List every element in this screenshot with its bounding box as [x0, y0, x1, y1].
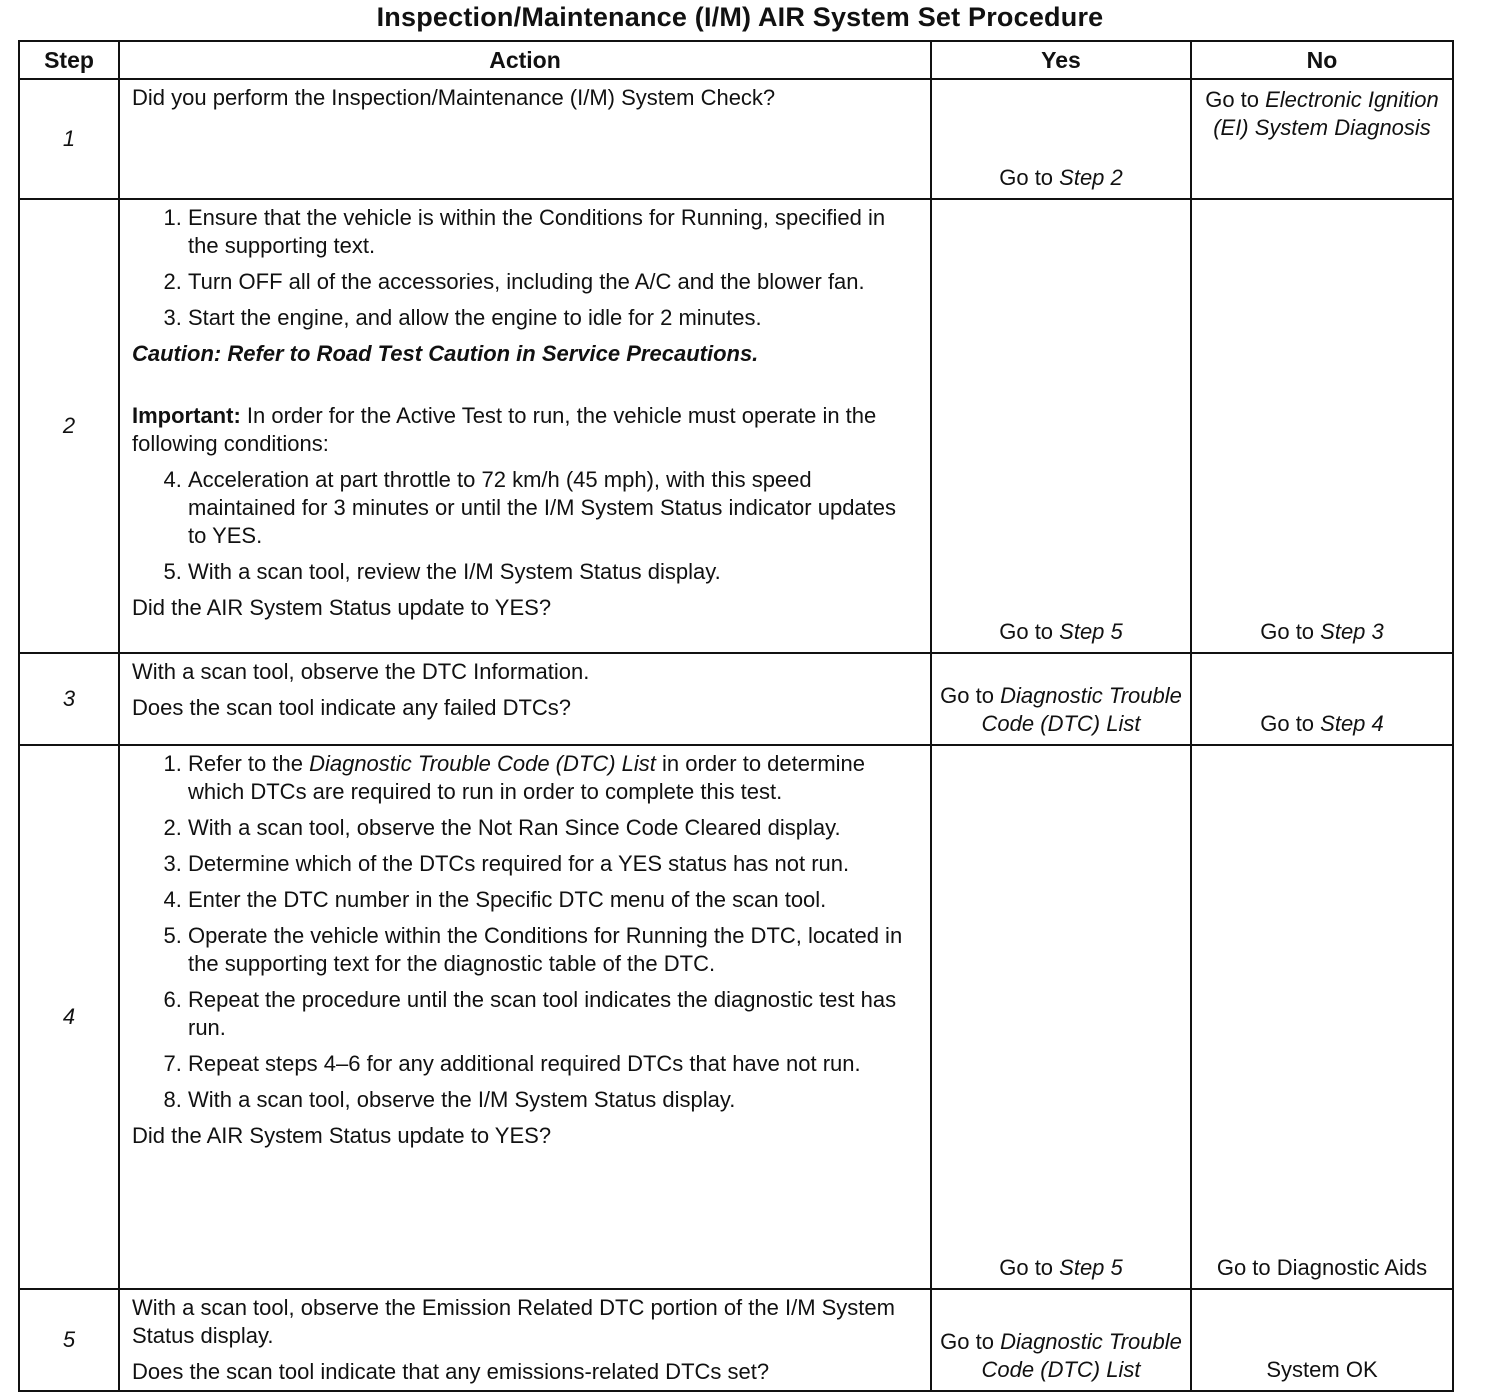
list-item: 7. Repeat steps 4–6 for any additional required DTCs that have not run.	[188, 1050, 920, 1078]
list-item: 8. With a scan tool, observe the I/M System Status display.	[188, 1086, 920, 1114]
no-prefix: Go to	[1260, 711, 1321, 736]
yes-cell	[931, 653, 1191, 745]
list-item: 1. Ensure that the vehicle is within the Conditions for Running, specified in the supporting text.	[188, 204, 920, 260]
yes-prefix: Go to	[999, 165, 1060, 190]
yes-prefix: Go to	[940, 683, 1001, 708]
table-row-step-1	[19, 79, 1453, 199]
item-prefix: Refer to the	[188, 751, 310, 776]
no-cell	[1191, 79, 1453, 199]
list-item: 4. Enter the DTC number in the Specific DTC menu of the scan tool.	[188, 886, 920, 914]
list-item: 5. With a scan tool, review the I/M System Status display.	[188, 558, 920, 586]
header-action: Action	[119, 41, 931, 79]
action-cell	[119, 199, 931, 653]
action-cell	[119, 79, 931, 199]
page-title: Inspection/Maintenance (I/M) AIR System Set Procedure	[376, 2, 1104, 32]
caution-note: Caution: Refer to Road Test Caution in Service Precautions.	[132, 341, 759, 366]
yes-prefix: Go to	[999, 1255, 1060, 1280]
important-text: In order for the Active Test to run, the vehicle must operate in the following conditions:	[132, 403, 877, 456]
no-prefix: Go to	[1260, 619, 1321, 644]
no-text: System OK	[1266, 1357, 1378, 1382]
no-link[interactable]: Electronic Ignition (EI) System Diagnosis	[1213, 87, 1439, 140]
table-row-step-5	[19, 1289, 1453, 1391]
step-question: Did the AIR System Status update to YES?	[132, 1123, 552, 1148]
item-suffix: in order to determine which DTCs are required to run in order to complete this test.	[188, 751, 866, 804]
header-no: No	[1191, 41, 1453, 79]
step-text: With a scan tool, observe the DTC Information.	[132, 659, 590, 684]
action-cell	[119, 745, 931, 1289]
no-cell	[1191, 199, 1453, 653]
yes-prefix: Go to	[999, 619, 1060, 644]
procedure-table	[18, 40, 1454, 1392]
step-question: Did you perform the Inspection/Maintenance (I/M) System Check?	[132, 85, 776, 110]
yes-link[interactable]: Diagnostic Trouble Code (DTC) List	[981, 683, 1182, 736]
yes-cell	[931, 745, 1191, 1289]
no-cell	[1191, 745, 1453, 1289]
yes-link[interactable]: Diagnostic Trouble Code (DTC) List	[981, 1329, 1182, 1382]
action-cell	[119, 1289, 931, 1391]
list-item: 3. Determine which of the DTCs required for a YES status has not run.	[188, 850, 920, 878]
step-number: 1	[19, 79, 119, 199]
no-prefix: Go to	[1205, 87, 1266, 112]
list-item: 3. Start the engine, and allow the engine to idle for 2 minutes.	[188, 304, 920, 332]
no-link[interactable]: Step 4	[1320, 711, 1384, 736]
list-item: 5. Operate the vehicle within the Conditions for Running the DTC, located in the supporting text for the diagnostic table of the DTC.	[188, 922, 920, 978]
header-yes: Yes	[931, 41, 1191, 79]
dtc-list-link[interactable]: Diagnostic Trouble Code (DTC) List	[309, 751, 656, 776]
yes-link[interactable]: Step 5	[1059, 619, 1123, 644]
list-item: 4. Acceleration at part throttle to 72 km/h (45 mph), with this speed maintained for 3 minutes or until the I/M System Status indicator updates to YES.	[188, 466, 920, 550]
yes-prefix: Go to	[940, 1329, 1001, 1354]
step-question: Does the scan tool indicate any failed DTCs?	[132, 695, 572, 720]
step-question: Does the scan tool indicate that any emissions-related DTCs set?	[132, 1359, 770, 1384]
table-row-step-2	[19, 199, 1453, 653]
list-item: 2. Turn OFF all of the accessories, including the A/C and the blower fan.	[188, 268, 920, 296]
important-note	[132, 402, 920, 458]
no-cell	[1191, 653, 1453, 745]
action-cell	[119, 653, 931, 745]
step-text: With a scan tool, observe the Emission Related DTC portion of the I/M System Status display.	[132, 1295, 895, 1348]
list-item: 6. Repeat the procedure until the scan tool indicates the diagnostic test has run.	[188, 986, 920, 1042]
no-text[interactable]: Go to Diagnostic Aids	[1216, 1255, 1428, 1280]
list-item: 2. With a scan tool, observe the Not Ran Since Code Cleared display.	[188, 814, 920, 842]
table-row-step-3	[19, 653, 1453, 745]
step-question: Did the AIR System Status update to YES?	[132, 595, 552, 620]
header-row	[19, 41, 1453, 79]
step-number: 3	[19, 653, 119, 745]
yes-cell	[931, 199, 1191, 653]
substep-list	[132, 750, 920, 1114]
no-link[interactable]: Step 3	[1320, 619, 1384, 644]
yes-link[interactable]: Step 5	[1059, 1255, 1123, 1280]
no-cell	[1191, 1289, 1453, 1391]
important-label: Important:	[132, 403, 241, 428]
list-item	[188, 750, 920, 806]
yes-cell	[931, 79, 1191, 199]
yes-link[interactable]: Step 2	[1059, 165, 1123, 190]
yes-cell	[931, 1289, 1191, 1391]
header-step: Step	[19, 41, 119, 79]
substep-list	[132, 466, 920, 586]
table-row-step-4	[19, 745, 1453, 1289]
step-number: 4	[19, 745, 119, 1289]
substep-list	[132, 204, 920, 332]
step-number: 5	[19, 1289, 119, 1391]
step-number: 2	[19, 199, 119, 653]
